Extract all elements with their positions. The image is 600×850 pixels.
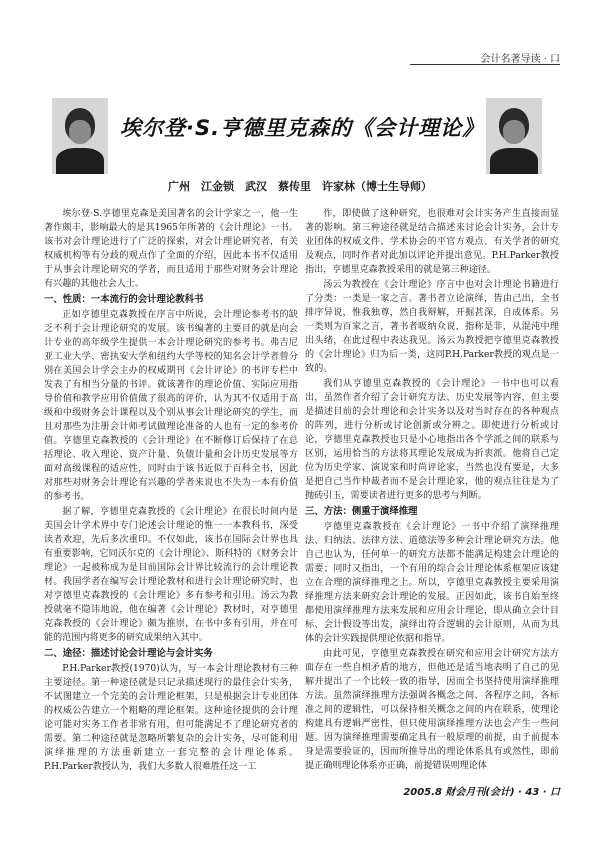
right-column [305, 207, 559, 774]
section-heading: 二、途径：描述讨论会计理论与会计实务 [44, 648, 213, 659]
left-column [44, 207, 298, 775]
paragraph: 汤云为教授在《会计理论》序言中也对会计理论书籍进行了分类：一类是一家之言。著书者立论演绎，皆由己出，全书排序异说，惟我独尊，然自我辩解，开掘甚深，自成体系。另一类则为百家之言，著书者吸纳众说，指称是非，从混沌中理出头绪，在此过程中表达我见。汤云为教授把亨德里克森教授的《会计理论》归为后一类，这同P.H.Parker教授的观点是一致的。 [305, 280, 559, 374]
article-title: 埃尔登·S.亨德里克森的《会计理论》 [120, 116, 485, 140]
paragraph: 亨德里克森教授在《会计理论》一书中介绍了演绎推理法、归纳法、法律方法、道德法等多种会计理论研究方法。他自己也认为，任何单一的研究方法都不能满足构建会计理论的需要；同时又指出，一个有用的综合会计理论体系框架应该建立在合理的演绎推理之上。所以，亨德里克森教授主要采用演绎推理方法来研究会计理论的发展。正因如此，该书自始至终都使用演绎推理方法来发展和应用会计理论，即从确立会计目标、会计假设等出发，演绎出符合逻辑的会计原则，从而为具体的会计实践提供理论依据和指导。 [305, 522, 559, 644]
paragraph: P.H.Parker教授(1970)认为，写一本会计理论教材有三种主要途径。第一种途径就是只记录描述现行的最佳会计实务，不试图建立一个完美的会计理论框架，只是根据会计专业团体的权威公告建立一个粗略的理论框架。这种途径提供的会计理论可能对实务工作者非常有用，但可能满足不了理论研究者的需要。第二种途径就是忽略所繁复杂的会计实务，尽可能利用演绎推理的方法重新建立一套完整的会计理论体系。P.H.Parker教授认为，我们大多数人很难胜任这一工 [44, 664, 298, 772]
section-heading: 三、方法：侧重于演绎推理 [305, 506, 418, 517]
article-byline: 广州 江金锁 武汉 蔡传里 许家林（博士生导师） [168, 180, 432, 193]
paragraph: 我们从亨德里克森教授的《会计理论》一书中也可以看出，虽然作者介绍了会计研究方法、历史发展等内容，但主要是描述目前的会计理论和会计实务以及对当时存在的各种观点的阵列，进行分析或讨论创新或分辨之。即使进行分析或讨论，亨德里克森教授也只是小心地指出各个学派之间的联系与区别，运用恰当的方法将其理论发展成为折衷派。他将自己定位为历史学家、演说家和时尚评论家，当然也没有要是，大多是把自己当作仲裁者而不是会计理论家，他的观点往往是为了抛砖引玉，需要读者进行更多的思考与判断。 [305, 379, 559, 501]
paragraph: 作，即使做了这种研究，也很难对会计实务产生直接而显著的影响。第三种途径就是结合描述来讨论会计实务，会计专业团体的权威文件、学术协会的平官方观点、有关学者的研究及观点，同时作者对此加以评论并提出意见。P.H.Parker教授指出，亨德里克森教授采用的就是第三种途径。 [305, 209, 559, 275]
author-photo-left [52, 98, 108, 174]
header-rule [410, 64, 560, 65]
paragraph: 由此可见，亨德里克森教授在研究和应用会计研究方法方面存在一些自相矛盾的地方，但他还是适当地表明了自己的见解并提出了一个比较一致的指导，因而全书坚持使用演绎推理方法。虽然演绎推理方法强调各概念之间、各程序之间，各标准之间的逻辑性，可以保持相关概念之间的内在联系，使理论构建具有逻辑严密性，但只使用演绎推理方法也会产生一些问题。因为演绎推理需要确定具有一般原理的前提，由于前提本身是需要验证的，因而所推导出的理论体系具有或然性，即前提正确则理论体系亦正确，前提错误则理论体 [305, 649, 559, 771]
author-photo-right [486, 98, 542, 174]
section-heading: 一、性质：一本流行的会计理论教科书 [44, 294, 204, 305]
paragraph: 据了解，亨德里克森教授的《会计理论》在很长时间内是美国会计学术界中专门论述会计理论的惟一一本教科书，深受读者欢迎，先后多次重印。不仅如此，该书在国际会计界也具有重要影响，它同沃尔克的《会计理论》、斯科特的《财务会计理论》一起被称成为是目前国际会计界比较流行的会计理论教材。我国学者在编写会计理论教材和进行会计理论研究时，也对亨德里克森教授的《会计理论》多有参考和引用。汤云为教授就毫不隐讳地说，他在编著《会计理论》教材时，对亨德里克森教授的《会计理论》颇为推崇，在书中多有引用，并在可能的范围内将更多的研究成果纳入其中。 [44, 507, 298, 643]
paragraph: 正如亨德里克森教授在序言中所说，会计理论参考书的缺乏不利于会计理论研究的发展。该书编著的主要目的就是向会计专业的高年级学生提供一本会计理论研究的参考书。弗吉尼亚工业大学、密执安大学和纽约大学等校的知名会计学者曾分别在美国会计学会主办的权威期刊《会计评论》的书评专栏中发表了有相当分量的书评。就该著作的理论价值、实际应用指导价值和教学应用价值做了很高的评价，认为其不仅适用于高级和中级财务会计课程以及个别从事会计理论研究的学生，而且对那些为注册会计师考试做理论准备的人也有一定的参考价值。亨德里克森教授的《会计理论》在不断修订后保持了在总括理论、收入理论、资产计量、负债计量和会计历史发展等方面对高级课程的适应性，同时由于该书近似于百科全书，因此对那些对财务会计理论有兴趣的学者来说也不失为一本有价值的参考书。 [44, 310, 298, 502]
running-header: 会计名著导读 · 口 [480, 54, 560, 65]
page-footer: 2005.8 财会月刊(会计) · 43 · 口 [403, 787, 560, 798]
paragraph: 埃尔登·S.亨德里克森是美国著名的会计学家之一，他一生著作颇丰，影响最大的是其1965年所著的《会计理论》一书。该书对会计理论进行了广泛的探索，对会计理论研究者，有关权威机构等有分歧的观点作了全面的介绍，因此本书不仅适用于从事会计理论研究的学者，而且适用于那些对财务会计理论有兴趣的其他社会人士。 [44, 209, 298, 289]
